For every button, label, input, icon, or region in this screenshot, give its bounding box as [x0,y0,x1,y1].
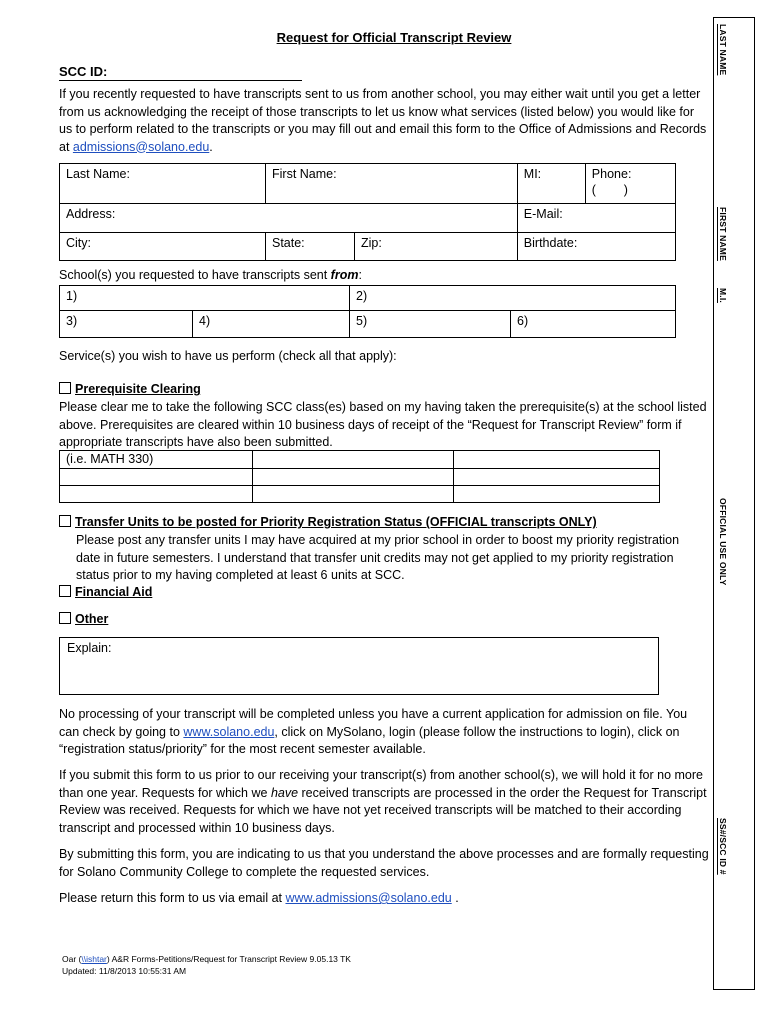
class-cell[interactable] [253,486,454,503]
explain-box[interactable] [59,637,659,695]
solano-website-link[interactable]: www.solano.edu [183,724,275,739]
footer-path: Oar (\\ishtar) A&R Forms-Petitions/Request for Transcript Review 9.05.13 TK [62,954,351,964]
side-last-name: LAST NAME [718,24,728,76]
financial-aid-heading: Financial Aid [75,585,153,599]
class-cell[interactable] [60,486,253,503]
prereq-option[interactable] [59,381,709,399]
side-mi: M.I. [718,288,728,303]
class-cell[interactable]: (i.e. MATH 330) [60,451,253,469]
class-cell[interactable] [454,469,660,486]
last-name-cell[interactable]: Last Name: [60,164,266,204]
class-cell[interactable] [253,469,454,486]
financial-aid-checkbox[interactable] [59,585,71,597]
state-cell[interactable]: State: [266,233,355,261]
school-slot-2[interactable]: 2) [350,286,676,311]
email-cell[interactable]: E-Mail: [517,204,675,233]
official-use-strip [713,17,755,990]
return-paragraph: Please return this form to us via email at www.admissions@solano.edu . [59,891,459,905]
prereq-text: Please clear me to take the following SCC class(es) based on my having taken the prerequisite(s) at the school listed above. Prerequisites are cleared within 10 business days of receipt of the “Request for Transcript Review” form if appropriate transcripts have also been submitted. [59,400,707,449]
mi-cell[interactable]: MI: [517,164,585,204]
prereq-heading: Prerequisite Clearing [75,382,201,396]
page-title: Request for Official Transcript Review [276,30,512,45]
prereq-class-table [59,450,660,503]
ishtar-link[interactable]: \\ishtar [81,954,107,964]
other-option[interactable] [59,611,709,629]
scc-id-field[interactable] [59,64,302,81]
side-first-name: FIRST NAME [718,207,728,261]
first-name-cell[interactable]: First Name: [266,164,518,204]
prereq-checkbox[interactable] [59,382,71,394]
address-cell[interactable]: Address: [60,204,518,233]
processing-paragraph: No processing of your transcript will be completed unless you have a current application for admission on file. You can check by going to www.solano.edu, click on MySolano, login (please follow the instructions to login), click on “registration status/priority” for the most recent semester available. [59,707,688,756]
school-slot-6[interactable]: 6) [511,311,676,338]
school-slot-4[interactable]: 4) [193,311,350,338]
zip-cell[interactable]: Zip: [355,233,518,261]
class-cell[interactable] [454,486,660,503]
other-checkbox[interactable] [59,612,71,624]
city-cell[interactable]: City: [60,233,266,261]
class-cell[interactable] [454,451,660,469]
transfer-text: Please post any transfer units I may have acquired at my prior school in order to boost my priority registration date in future semesters. I understand that transfer unit credits may not get applied to my priority registration status prior to my having completed at least 6 units at SCC. [76,533,680,582]
transfer-heading: Transfer Units to be posted for Priority Registration Status (OFFICIAL transcripts ONLY) [75,515,597,529]
scc-id-label: SCC ID: [59,64,108,79]
birthdate-cell[interactable]: Birthdate: [517,233,675,261]
class-cell[interactable] [60,469,253,486]
financial-aid-option[interactable] [59,584,709,602]
explain-label: Explain: [67,641,112,655]
school-slot-1[interactable]: 1) [60,286,350,311]
other-heading: Other [75,612,109,626]
transfer-checkbox[interactable] [59,515,71,527]
class-cell[interactable] [253,451,454,469]
intro-paragraph: If you recently requested to have transcripts sent to us from another school, you may either wait until you get a letter from us acknowledging the receipt of those transcripts to let us know what services (listed below) you would like for us to perform related to the transcripts or you may fill out and email this form to the Office of Admissions and Records at admissions@solano.edu. [59,87,707,154]
schools-table [59,285,676,338]
services-label: Service(s) you wish to have us perform (check all that apply): [59,349,397,363]
schools-label: School(s) you requested to have transcripts sent from: [59,268,362,282]
hold-paragraph: If you submit this form to us prior to our receiving your transcript(s) from another school(s), we will hold it for no more than one year. Requests for which we have received transcripts are processed in the order the Request for Transcript Review was received. Requests for which we have not yet received transcripts will be matched to their according transcript and processed within 10 business days. [59,768,707,835]
side-ssn: SS#/SCC ID # [718,818,728,875]
admissions-email-link[interactable]: admissions@solano.edu [72,139,210,154]
personal-info-table [59,163,676,261]
transfer-option[interactable] [59,514,709,532]
submit-paragraph: By submitting this form, you are indicating to us that you understand the above processes and are formally requesting for Solano Community College to complete the requested services. [59,847,709,879]
admissions-email-link-2[interactable]: www.admissions@solano.edu [285,891,452,905]
school-slot-3[interactable]: 3) [60,311,193,338]
phone-cell[interactable]: Phone: ( ) [585,164,675,204]
school-slot-5[interactable]: 5) [350,311,511,338]
footer-updated: Updated: 11/8/2013 10:55:31 AM [62,966,187,976]
side-official-use: OFFICIAL USE ONLY [718,498,728,586]
